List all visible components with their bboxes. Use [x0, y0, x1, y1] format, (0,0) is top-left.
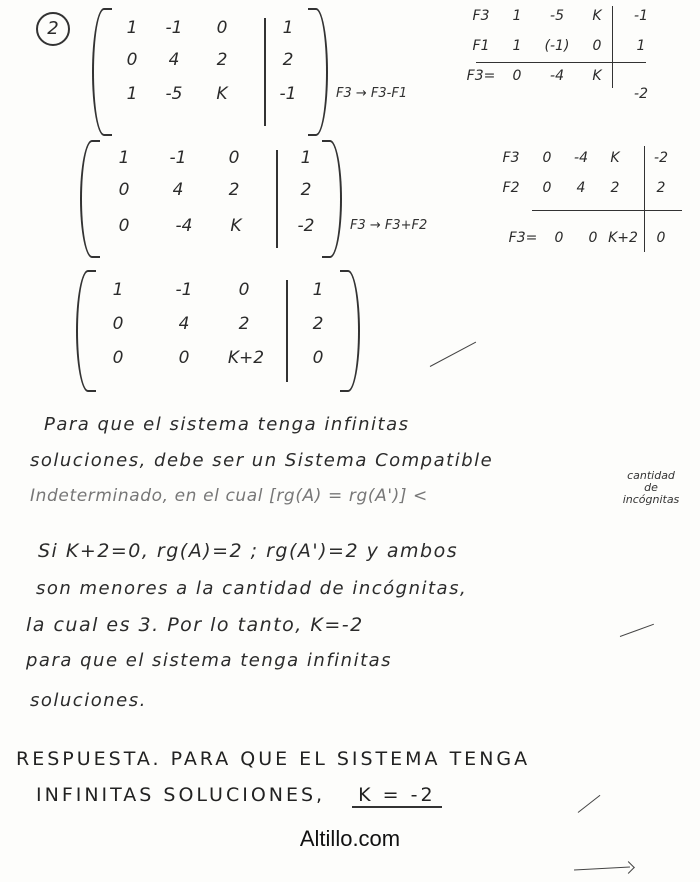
site-watermark: Altillo.com	[299, 826, 401, 851]
row-operation-2: F3 → F3+F2	[350, 218, 428, 233]
augment-bar	[276, 150, 278, 248]
text-line: Indeterminado, en el cual [rg(A) = rg(A')] <	[30, 486, 428, 506]
matrix-cell: 1	[112, 280, 124, 300]
matrix-cell: 2	[300, 180, 312, 200]
calc2-row2: F2 0 4 2 2	[502, 180, 666, 196]
matrix-cell: 2	[282, 50, 294, 70]
matrix-cell: K+2	[227, 348, 265, 368]
matrix-left-paren	[80, 140, 100, 258]
matrix-cell: 0	[178, 348, 190, 368]
check-mark	[430, 342, 476, 367]
augment-bar	[286, 280, 288, 382]
matrix-cell: 1	[312, 280, 324, 300]
matrix-cell: 2	[238, 314, 250, 334]
matrix-cell: 0	[112, 314, 124, 334]
matrix-cell: 0	[216, 18, 228, 38]
text-fragment: incógnitas	[622, 493, 680, 506]
matrix-2	[80, 140, 342, 258]
text-fragment: cantidad	[627, 469, 675, 482]
matrix-cell: -1	[165, 18, 183, 38]
text-line: son menores a la cantidad de incógnitas,	[36, 578, 468, 599]
calc1-row1: F3 1 -5 K -1	[472, 8, 648, 24]
matrix-cell: 0	[312, 348, 324, 368]
matrix-cell: 1	[118, 148, 130, 168]
calc1-sum-line	[476, 62, 646, 63]
matrix-left-paren	[76, 270, 96, 392]
matrix-cell: 2	[228, 180, 240, 200]
arrow-scribble	[574, 860, 634, 874]
matrix-cell: 1	[126, 84, 138, 104]
matrix-cell: K	[230, 216, 242, 236]
answer-line	[36, 784, 442, 808]
matrix-cell: 1	[126, 18, 138, 38]
matrix-cell: 0	[228, 148, 240, 168]
calc1-result: F3= 0 -4 K -2	[466, 68, 648, 102]
row-operation-1: F3 → F3-F1	[336, 86, 408, 101]
matrix-cell: 1	[282, 18, 294, 38]
calc1-row2: F1 1 (-1) 0 1	[472, 38, 646, 54]
calc2-sum-line	[532, 210, 682, 211]
text-stack	[606, 470, 696, 506]
matrix-right-paren	[340, 270, 360, 392]
text-line: Si K+2=0, rg(A)=2 ; rg(A')=2 y ambos	[38, 540, 459, 562]
matrix-cell: 0	[238, 280, 250, 300]
matrix-1	[92, 8, 328, 136]
answer-value: K = -2	[352, 784, 441, 808]
matrix-right-paren	[308, 8, 328, 136]
matrix-cell: 2	[312, 314, 324, 334]
matrix-cell: 4	[168, 50, 180, 70]
answer-prefix: INFINITAS SOLUCIONES,	[36, 784, 326, 806]
matrix-cell: 1	[300, 148, 312, 168]
text-fragment: de	[644, 481, 658, 494]
matrix-cell: -2	[297, 216, 315, 236]
text-line: soluciones, debe ser un Sistema Compatible	[30, 450, 494, 471]
answer-line: RESPUESTA. PARA QUE EL SISTEMA TENGA	[16, 748, 531, 770]
matrix-cell: 0	[126, 50, 138, 70]
matrix-3	[76, 270, 360, 392]
matrix-cell: K	[216, 84, 228, 104]
matrix-cell: 2	[216, 50, 228, 70]
matrix-cell: 0	[118, 180, 130, 200]
matrix-cell: -5	[165, 84, 183, 104]
text-line: para que el sistema tenga infinitas	[26, 650, 393, 671]
text-line: soluciones.	[30, 690, 147, 711]
augment-bar	[264, 18, 266, 126]
calc2-result: F3= 0 0 K+2 0	[508, 230, 666, 246]
check-mark	[620, 624, 654, 637]
matrix-cell: -1	[175, 280, 193, 300]
matrix-left-paren	[92, 8, 112, 136]
problem-number: 2	[47, 18, 59, 39]
check-mark	[578, 795, 601, 813]
matrix-cell: -1	[169, 148, 187, 168]
matrix-cell: -4	[175, 216, 193, 236]
text-line: Para que el sistema tenga infinitas	[44, 414, 410, 435]
problem-number-badge	[36, 12, 70, 46]
matrix-cell: 0	[112, 348, 124, 368]
matrix-cell: 4	[172, 180, 184, 200]
matrix-cell: -1	[279, 84, 297, 104]
text-line: la cual es 3. Por lo tanto, K=-2	[26, 614, 364, 636]
matrix-cell: 0	[118, 216, 130, 236]
calc2-row1: F3 0 -4 K -2	[502, 150, 668, 166]
matrix-cell: 4	[178, 314, 190, 334]
